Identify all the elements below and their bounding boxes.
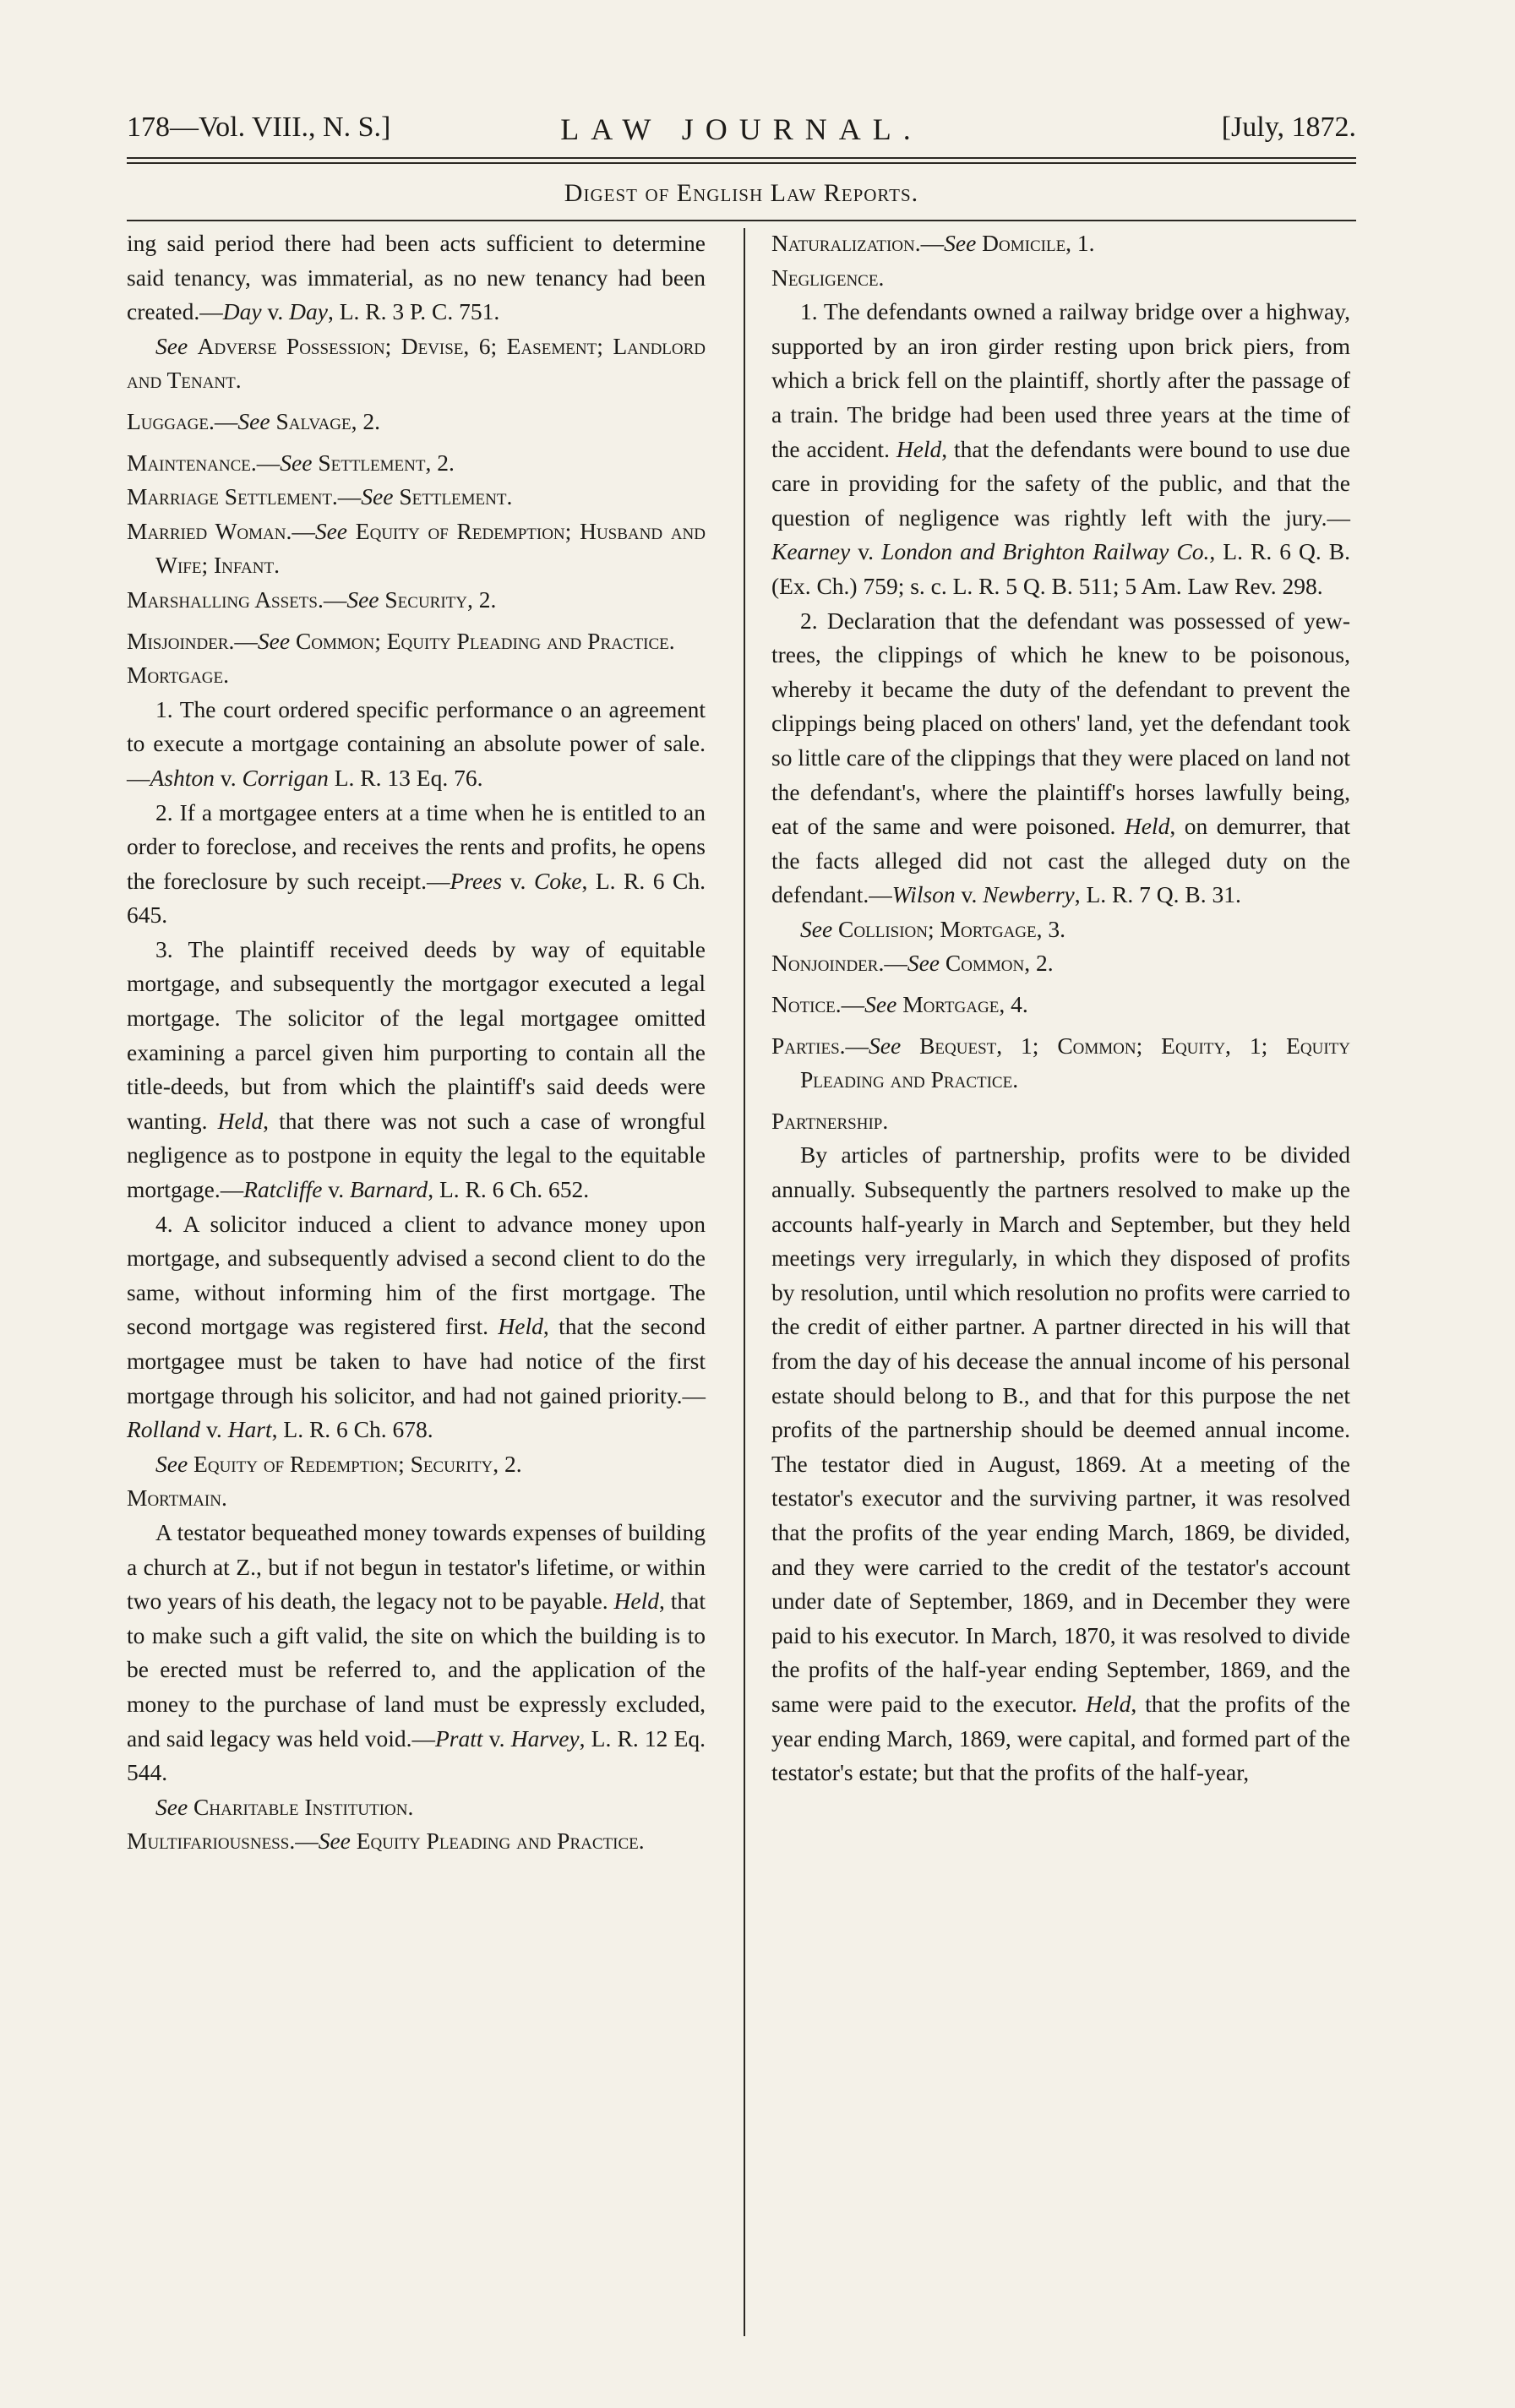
left-column-paragraph: Mortgage. xyxy=(127,662,229,689)
left-column-paragraph: 4. A solicitor induced a client to advance money upon mortgage, and subsequently advised a second client to do the same, without informing him of the first mortgage. The second mortgage was registered first. Held, that the second mortgagee must be taken to have had notice of the first mortgage through his solicitor, and had not gained priority.—Rolland v. Hart, L. R. 6 Ch. 678. xyxy=(127,1210,706,1443)
left-column-paragraph: 2. If a mortgagee enters at a time when he is entitled to an order to foreclose, and receives the rents and profits, he opens the foreclosure by such receipt.—Prees v. Coke, L. R. 6 Ch. 645. xyxy=(127,798,706,929)
left-column-paragraph: Married Woman.—See Equity of Redemption; Husband and Wife; Infant. xyxy=(127,517,706,579)
right-column-paragraph: 1. The defendants owned a railway bridge over a highway, supported by an iron girder resting upon brick piers, from which a brick fell on the plaintiff, shortly after the passage of a train. The bridge had been used three years at the time of the accident. Held, that the defendants were bound to use due care in providing for the safety of the public, and that the question of negligence was rightly left with the jury.—Kearney v. London and Brighton Railway Co., L. R. 6 Q. B. (Ex. Ch.) 759; s. c. L. R. 5 Q. B. 511; 5 Am. Law Rev. 298. xyxy=(771,298,1351,599)
journal-title: LAW JOURNAL. xyxy=(560,112,923,146)
running-header xyxy=(127,100,1356,154)
left-column-paragraph: 3. The plaintiff received deeds by way of equitable mortgage, and subsequently the mortgagor executed a legal mortgage. The solicitor of the legal mortgagee omitted examining a parcel given him purporting to contain all the title-deeds, but from which the plaintiff's said deeds were wanting. Held, that there was not such a case of wrongful negligence as to postpone in equity the legal to the equitable mortgage.—Ratcliffe v. Barnard, L. R. 6 Ch. 652. xyxy=(127,935,706,1203)
right-column-paragraph: Naturalization.—See Domicile, 1. xyxy=(771,230,1095,256)
right-column-paragraph: 2. Declaration that the defendant was possessed of yew-trees, the clippings of which he knew to be poisonous, whereby it became the duty of the defendant to prevent the clippings being placed on others' land, yet the defendant took so little care of the clippings that they were placed on land not the defendant's, where the plaintiff's horses lawfully being, eat of the same and were poisoned. Held, on demurrer, that the facts alleged did not cast the alleged duty on the defendant.—Wilson v. Newberry, L. R. 7 Q. B. 31. xyxy=(771,607,1350,908)
left-column xyxy=(127,226,706,1859)
left-column-paragraph: See Equity of Redemption; Security, 2. xyxy=(155,1450,522,1477)
left-column-paragraph: See Adverse Possession; Devise, 6; Easement; Landlord and Tenant. xyxy=(127,332,706,394)
right-column-paragraph: Partnership. xyxy=(771,1107,889,1134)
left-column-paragraph: ing said period there had been acts sufficient to determine said tenancy, was immaterial, as no new tenancy had been created.—Day v. Day, L. R. 3 P. C. 751. xyxy=(127,230,706,325)
left-column-paragraph: Misjoinder.—See Common; Equity Pleading and Practice. xyxy=(127,627,675,654)
page-volume-label: 178—Vol. VIII., N. S.] xyxy=(127,112,391,143)
right-column-paragraph: Parties.—See Bequest, 1; Common; Equity, 1; Equity Pleading and Practice. xyxy=(771,1032,1350,1093)
header-rule-top xyxy=(127,157,1356,159)
issue-date: [July, 1872. xyxy=(1221,112,1356,143)
left-column-paragraph: Marshalling Assets.—See Security, 2. xyxy=(127,586,497,613)
left-column-paragraph: Multifariousness.—See Equity Pleading and Practice. xyxy=(127,1828,645,1855)
left-column-paragraph: Maintenance.—See Settlement, 2. xyxy=(127,449,455,476)
right-column xyxy=(771,226,1350,1790)
right-column-paragraph: See Collision; Mortgage, 3. xyxy=(800,915,1065,942)
right-column-paragraph: Negligence. xyxy=(771,264,885,291)
right-column-paragraph: Notice.—See Mortgage, 4. xyxy=(771,991,1028,1018)
column-divider xyxy=(744,228,745,2336)
right-column-paragraph: Nonjoinder.—See Common, 2. xyxy=(771,950,1054,977)
right-column-paragraph: By articles of partnership, profits were to be divided annually. Subsequently the partners resolved to make up the accounts half-yearly in March and September, but they held meetings very irregularly, in which they disposed of profits by resolution, until which resolution no profits were carried to the credit of either partner. A partner directed in his will that from the day of his decease the annual income of his personal estate should belong to B., and that for this purpose the net profits of the partnership should be deemed annual income. The testator died in August, 1869. At a meeting of the testator's executor and the surviving partner, it was resolved that the profits of the year ending March, 1869, be divided, and they were carried to the credit of the testator's account under date of September, 1869, and in December they were paid to his executor. In March, 1870, it was resolved to divide the profits of the half-year ending September, 1869, and the same were paid to the executor. Held, that the profits of the year ending March, 1869, were capital, and formed part of the testator's estate; but that the profits of the half-year, xyxy=(771,1141,1350,1786)
header-rule-bottom xyxy=(127,162,1356,164)
section-title: Digest of English Law Reports. xyxy=(564,179,919,207)
subtitle-rule xyxy=(127,220,1356,221)
left-column-paragraph: Mortmain. xyxy=(127,1485,227,1512)
left-column-paragraph: A testator bequeathed money towards expenses of building a church at Z., but if not begun in testator's lifetime, or within two years of his death, the legacy not to be payable. Held, that to make such a gift valid, the site on which the building is to be erected must be referred to, and the application of the money to the purchase of land must be expressly excluded, and said legacy was held void.—Pratt v. Harvey, L. R. 12 Eq. 544. xyxy=(127,1518,706,1786)
left-column-paragraph: Luggage.—See Salvage, 2. xyxy=(127,407,381,434)
left-column-paragraph: See Charitable Institution. xyxy=(155,1793,414,1820)
left-column-paragraph: Marriage Settlement.—See Settlement. xyxy=(127,483,513,510)
left-column-paragraph: 1. The court ordered specific performance o an agreement to execute a mortgage containing an absolute power of sale.—Ashton v. Corrigan L. R. 13 Eq. 76. xyxy=(127,695,706,791)
